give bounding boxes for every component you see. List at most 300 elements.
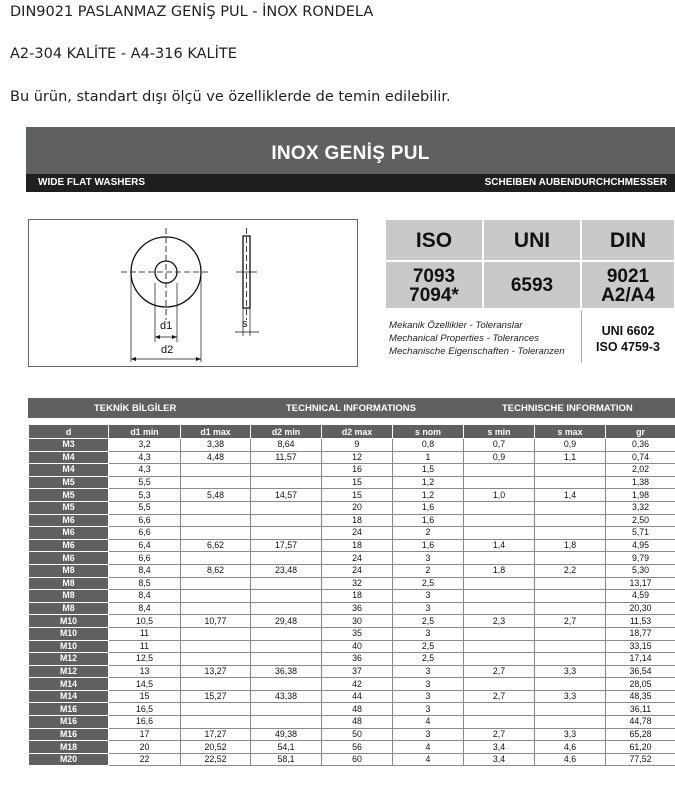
sheet-subheader [26,174,675,192]
table-cell: 20 [109,741,181,754]
table-cell: 30 [322,615,393,628]
size-cell: M5 [29,501,109,514]
table-cell [535,501,606,514]
table-cell: 36 [322,602,393,615]
sheet-header [26,127,675,174]
table-row [29,640,675,653]
size-cell: M4 [29,464,109,477]
table-cell: 1,1 [535,451,606,464]
table-cell [251,527,322,540]
table-cell: 3,3 [535,665,606,678]
table-cell: 2 [393,564,464,577]
table-row [29,514,675,527]
table-cell: 3,32 [606,501,675,514]
table-cell: 2,7 [464,728,535,741]
table-cell: 43,38 [251,690,322,703]
washer-drawing [28,219,358,367]
table-cell: 10,5 [109,615,181,628]
column-header: s nom [393,425,464,439]
column-header: d1 max [181,425,251,439]
table-cell: 20,30 [606,602,675,615]
size-cell: M5 [29,489,109,502]
table-row [29,627,675,640]
table-cell: 33,15 [606,640,675,653]
table-cell: 12,5 [109,653,181,666]
table-cell: 18,77 [606,627,675,640]
table-title-bar [28,398,675,418]
table-cell: 8,62 [181,564,251,577]
table-cell: 4 [393,753,464,766]
table-cell: 0,9 [464,451,535,464]
table-cell [464,514,535,527]
table-cell: 2,7 [464,665,535,678]
table-cell: 4,48 [181,451,251,464]
table-cell: 13 [109,665,181,678]
d2-label: d2 [161,344,174,356]
table-cell: 1,38 [606,476,675,489]
column-header: s min [464,425,535,439]
table-cell: 20,52 [181,741,251,754]
table-cell [251,602,322,615]
table-cell: 23,48 [251,564,322,577]
table-cell: 3 [393,690,464,703]
table-cell: 44 [322,690,393,703]
table-cell [251,703,322,716]
table-cell [464,577,535,590]
table-cell: 3,3 [535,728,606,741]
table-row [29,501,675,514]
table-cell [181,590,251,603]
table-cell: 4 [393,741,464,754]
table-cell: 2,3 [464,615,535,628]
table-cell: 3,38 [181,439,251,452]
table-cell: 24 [322,552,393,565]
size-cell: M18 [29,741,109,754]
table-cell: 15,27 [181,690,251,703]
table-cell: 48,35 [606,690,675,703]
size-cell: M3 [29,439,109,452]
table-cell: 2,5 [393,577,464,590]
table-cell: 37 [322,665,393,678]
product-title: DIN9021 PASLANMAZ GENİŞ PUL - İNOX RONDELA [10,4,374,20]
table-cell [535,552,606,565]
availability-note: Bu ürün, standart dışı ölçü ve özelliklerde de temin edilebilir. [10,89,451,105]
table-cell: 0,36 [606,439,675,452]
table-cell: 56 [322,741,393,754]
table-cell [251,590,322,603]
table-cell: 1,4 [535,489,606,502]
table-cell: 5,5 [109,476,181,489]
table-cell: 3 [393,552,464,565]
table-cell [181,627,251,640]
table-cell [464,476,535,489]
tolerance-standards [581,323,675,355]
quality-grades: A2-304 KALİTE - A4-316 KALİTE [10,46,237,62]
s-label: s [242,318,248,330]
column-header: d2 min [251,425,322,439]
table-cell: 4 [393,716,464,729]
table-cell: 18 [322,539,393,552]
dimensions-table [28,424,675,766]
size-cell: M8 [29,602,109,615]
table-cell: 77,52 [606,753,675,766]
size-cell: M16 [29,716,109,729]
table-cell: 2,5 [393,653,464,666]
table-cell: 15 [322,489,393,502]
table-cell [535,602,606,615]
table-title-de: TECHNISCHE INFORMATION [502,403,633,414]
table-cell: 12 [322,451,393,464]
table-cell [464,552,535,565]
column-header: gr [606,425,675,439]
table-cell [464,590,535,603]
table-cell: 1,2 [393,476,464,489]
iso-number-2: 7094* [409,285,459,306]
column-header: d [29,425,109,439]
standards-box [385,219,675,377]
iso-4759: ISO 4759-3 [596,340,660,354]
table-cell: 1,4 [464,539,535,552]
table-cell [181,552,251,565]
table-cell [535,678,606,691]
table-cell [535,590,606,603]
din-number-1: 9021 [606,266,650,287]
table-cell: 11 [109,640,181,653]
table-cell: 1,6 [393,539,464,552]
table-cell [464,653,535,666]
table-cell [181,716,251,729]
table-cell: 3 [393,728,464,741]
column-header: d2 max [322,425,393,439]
subheader-left: WIDE FLAT WASHERS [38,177,146,188]
table-cell [535,527,606,540]
table-cell: 1,8 [535,539,606,552]
table-cell: 36,54 [606,665,675,678]
table-cell: 1,2 [393,489,464,502]
table-cell: 54,1 [251,741,322,754]
table-cell [251,653,322,666]
uni-number: 6593 [483,261,581,309]
table-cell [464,640,535,653]
table-cell: 6,6 [109,514,181,527]
table-cell: 0,74 [606,451,675,464]
table-row [29,527,675,540]
table-cell: 36,11 [606,703,675,716]
table-cell: 17,27 [181,728,251,741]
table-row [29,665,675,678]
table-row [29,728,675,741]
table-cell: 8,64 [251,439,322,452]
table-header-row [29,425,675,439]
table-cell: 3 [393,590,464,603]
table-row [29,615,675,628]
table-row [29,602,675,615]
table-cell: 22 [109,753,181,766]
table-cell: 8,4 [109,590,181,603]
size-cell: M8 [29,564,109,577]
table-cell [181,703,251,716]
table-cell [181,602,251,615]
table-cell [181,527,251,540]
table-cell [251,577,322,590]
table-cell: 5,3 [109,489,181,502]
table-cell: 4,3 [109,451,181,464]
table-cell: 42 [322,678,393,691]
table-row [29,539,675,552]
table-row [29,690,675,703]
table-cell: 2,5 [393,640,464,653]
table-cell: 60 [322,753,393,766]
table-row [29,552,675,565]
table-cell [251,627,322,640]
table-cell: 18 [322,590,393,603]
table-cell: 32 [322,577,393,590]
iso-numbers [385,261,483,309]
table-cell: 1,8 [464,564,535,577]
table-cell: 16 [322,464,393,477]
table-cell: 1,5 [393,464,464,477]
table-row [29,476,675,489]
table-cell: 16,6 [109,716,181,729]
column-header: d1 min [109,425,181,439]
table-cell [251,716,322,729]
table-cell [181,640,251,653]
din-numbers [581,261,675,309]
table-cell: 10,77 [181,615,251,628]
table-cell [181,514,251,527]
uni-header: UNI [483,219,581,261]
table-cell: 48 [322,716,393,729]
table-cell: 3 [393,627,464,640]
table-cell: 5,71 [606,527,675,540]
table-cell [181,476,251,489]
table-cell [251,501,322,514]
table-row [29,590,675,603]
table-cell: 4,6 [535,741,606,754]
table-cell [464,678,535,691]
table-cell: 9,79 [606,552,675,565]
table-cell [464,627,535,640]
table-cell: 3,2 [109,439,181,452]
size-cell: M16 [29,728,109,741]
table-cell [251,640,322,653]
size-cell: M6 [29,552,109,565]
table-title-en: TECHNICAL INFORMATIONS [286,403,417,414]
table-cell: 0,7 [464,439,535,452]
table-cell [535,627,606,640]
table-title-tr: TEKNİK BİLGİLER [94,403,177,414]
table-row [29,678,675,691]
table-cell: 3,3 [535,690,606,703]
table-cell: 2 [393,527,464,540]
table-cell: 35 [322,627,393,640]
table-cell: 13,17 [606,577,675,590]
table-cell: 6,6 [109,552,181,565]
table-cell: 2,02 [606,464,675,477]
table-row [29,489,675,502]
table-cell: 14,5 [109,678,181,691]
size-cell: M5 [29,476,109,489]
size-cell: M14 [29,678,109,691]
table-cell: 13,27 [181,665,251,678]
table-cell: 2,5 [393,615,464,628]
table-cell: 49,38 [251,728,322,741]
table-cell: 17,14 [606,653,675,666]
iso-number-1: 7093 [412,266,456,287]
table-cell: 11 [109,627,181,640]
sheet-title: INOX GENİŞ PUL [271,143,430,164]
mech-line-en: Mechanical Properties - Tolerances [389,333,540,344]
table-row [29,439,675,452]
table-cell: 3 [393,678,464,691]
table-cell: 28,05 [606,678,675,691]
table-cell: 1,0 [464,489,535,502]
size-cell: M6 [29,527,109,540]
table-cell: 8,5 [109,577,181,590]
table-cell: 9 [322,439,393,452]
table-cell: 17 [109,728,181,741]
table-cell [251,476,322,489]
table-cell: 3,4 [464,741,535,754]
table-cell: 4,3 [109,464,181,477]
table-cell [535,716,606,729]
table-cell [181,653,251,666]
size-cell: M14 [29,690,109,703]
table-row [29,653,675,666]
table-cell [535,514,606,527]
table-cell: 48 [322,703,393,716]
uni-6602: UNI 6602 [601,324,655,338]
product-sheet [26,127,675,792]
table-cell: 2,7 [535,615,606,628]
table-cell [181,678,251,691]
table-row [29,464,675,477]
table-cell [535,703,606,716]
table-cell [535,476,606,489]
table-cell [464,501,535,514]
table-cell: 29,48 [251,615,322,628]
mech-line-tr: Mekanik Özellikler - Toleranslar [389,320,523,331]
table-cell [464,464,535,477]
table-cell: 18 [322,514,393,527]
table-cell: 2,7 [464,690,535,703]
table-cell: 3,4 [464,753,535,766]
table-cell: 1,98 [606,489,675,502]
table-row [29,741,675,754]
table-cell: 8,4 [109,564,181,577]
d1-label: d1 [160,320,173,332]
washer-diagram [29,220,357,366]
table-cell: 6,62 [181,539,251,552]
table-row [29,703,675,716]
table-cell [181,464,251,477]
table-row [29,716,675,729]
table-cell: 4,6 [535,753,606,766]
size-cell: M10 [29,640,109,653]
size-cell: M12 [29,653,109,666]
table-cell [251,552,322,565]
table-cell [251,514,322,527]
table-cell: 61,20 [606,741,675,754]
table-cell: 5,5 [109,501,181,514]
din-header: DIN [581,219,675,261]
table-cell: 58,1 [251,753,322,766]
size-cell: M10 [29,615,109,628]
table-cell: 44,78 [606,716,675,729]
table-cell: 20 [322,501,393,514]
table-cell: 0,8 [393,439,464,452]
table-cell: 17,57 [251,539,322,552]
size-cell: M10 [29,627,109,640]
table-cell: 0,9 [535,439,606,452]
table-cell: 36,38 [251,665,322,678]
table-cell: 22,52 [181,753,251,766]
mechanical-properties [389,319,579,358]
table-row [29,577,675,590]
table-cell: 6,4 [109,539,181,552]
table-cell [251,464,322,477]
table-cell [181,577,251,590]
table-cell [535,653,606,666]
table-cell: 3 [393,602,464,615]
table-row [29,753,675,766]
table-cell: 5,48 [181,489,251,502]
table-cell: 1,6 [393,501,464,514]
table-cell: 2,50 [606,514,675,527]
table-cell [535,464,606,477]
table-cell: 11,53 [606,615,675,628]
table-cell [464,703,535,716]
table-cell: 2,2 [535,564,606,577]
table-cell: 24 [322,564,393,577]
table-cell: 4,59 [606,590,675,603]
table-row [29,564,675,577]
table-cell: 36 [322,653,393,666]
din-number-2: A2/A4 [601,285,655,306]
table-cell: 4,95 [606,539,675,552]
table-cell [251,678,322,691]
table-cell: 24 [322,527,393,540]
table-cell: 50 [322,728,393,741]
table-cell: 1 [393,451,464,464]
table-cell [535,640,606,653]
table-cell: 6,6 [109,527,181,540]
size-cell: M4 [29,451,109,464]
table-cell: 1,6 [393,514,464,527]
table-cell: 5,30 [606,564,675,577]
table-cell: 65,28 [606,728,675,741]
table-cell: 11,57 [251,451,322,464]
subheader-right: SCHEIBEN AUBENDURCHCHMESSER [484,177,667,188]
table-cell [181,501,251,514]
table-cell: 15 [109,690,181,703]
table-cell [464,527,535,540]
table-cell [464,716,535,729]
table-cell [464,602,535,615]
table-row [29,451,675,464]
table-cell [535,577,606,590]
table-cell: 15 [322,476,393,489]
table-cell: 40 [322,640,393,653]
size-cell: M16 [29,703,109,716]
size-cell: M6 [29,514,109,527]
size-cell: M12 [29,665,109,678]
table-cell: 3 [393,665,464,678]
table-cell: 14,57 [251,489,322,502]
mech-line-de: Mechanische Eigenschaften - Toleranzen [389,346,565,357]
size-cell: M20 [29,753,109,766]
table-cell: 8,4 [109,602,181,615]
